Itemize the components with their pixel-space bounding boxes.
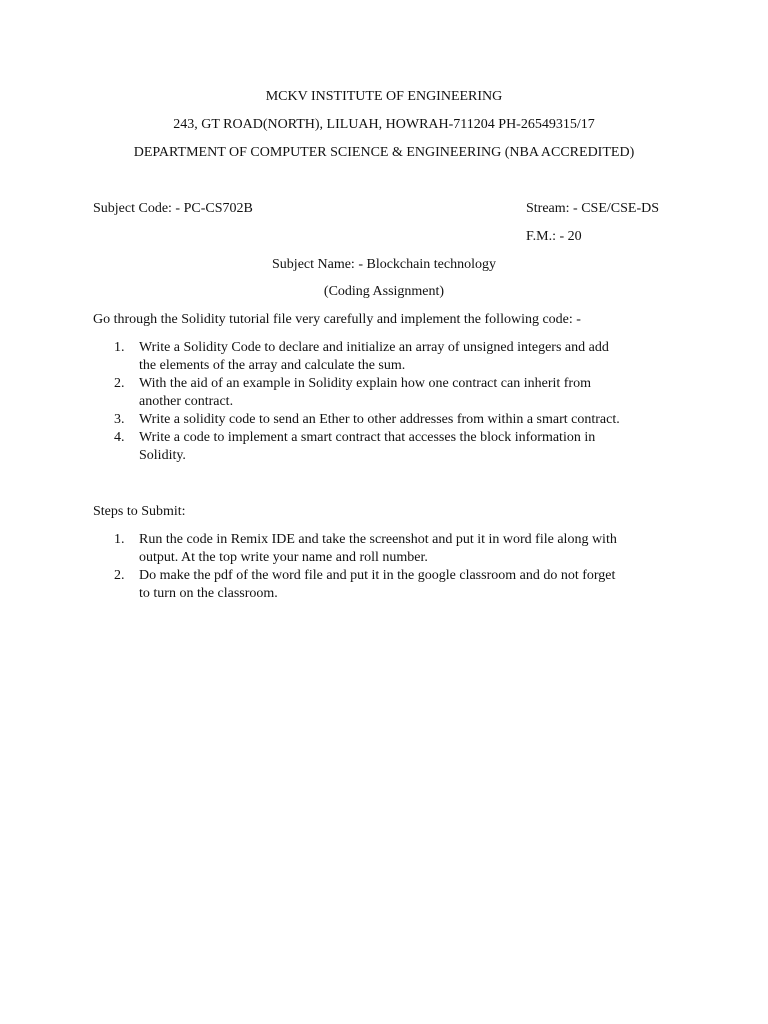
list-item [93, 531, 683, 567]
list-item [93, 411, 683, 429]
list-item-number: 1. [114, 532, 125, 547]
list-item-line: With the aid of an example in Solidity explain how one contract can inherit from [139, 376, 591, 391]
list-item-line: another contract. [139, 394, 234, 409]
full-marks: F.M.: - 20 [526, 229, 582, 244]
list-item-line: Solidity. [139, 448, 186, 463]
instructions-intro: Go through the Solidity tutorial file very carefully and implement the following code: - [93, 312, 581, 327]
institute-name: MCKV INSTITUTE OF ENGINEERING [265, 89, 503, 104]
submit-steps-list [93, 531, 683, 603]
list-item-line: Write a solidity code to send an Ether to other addresses from within a smart contract. [139, 412, 620, 427]
subject-name: Subject Name: - Blockchain technology [272, 257, 496, 272]
list-item [93, 429, 683, 465]
list-item-line: Do make the pdf of the word file and put it in the google classroom and do not forget [139, 568, 616, 583]
list-item [93, 567, 683, 603]
list-item-line: output. At the top write your name and roll number. [139, 550, 428, 565]
list-item-number: 2. [114, 568, 125, 583]
stream: Stream: - CSE/CSE-DS [526, 201, 660, 216]
list-item-line: Write a Solidity Code to declare and initialize an array of unsigned integers and add [139, 340, 609, 355]
list-item-number: 2. [114, 376, 125, 391]
list-item-number: 1. [114, 340, 125, 355]
submit-heading: Steps to Submit: [93, 504, 186, 519]
list-item-number: 4. [114, 430, 125, 445]
list-item-line: Run the code in Remix IDE and take the screenshot and put it in word file along with [139, 532, 617, 547]
department-name: DEPARTMENT OF COMPUTER SCIENCE & ENGINEERING (NBA ACCREDITED) [133, 145, 635, 160]
list-item-number: 3. [114, 412, 125, 427]
list-item [93, 339, 683, 375]
list-item-line: to turn on the classroom. [139, 586, 278, 601]
task-list [93, 339, 683, 465]
subject-code: Subject Code: - PC-CS702B [93, 201, 253, 216]
institute-address: 243, GT ROAD(NORTH), LILUAH, HOWRAH-711204 PH-26549315/17 [173, 117, 595, 132]
list-item-line: Write a code to implement a smart contract that accesses the block information in [139, 430, 596, 445]
assignment-type: (Coding Assignment) [323, 284, 445, 299]
list-item [93, 375, 683, 411]
list-item-line: the elements of the array and calculate the sum. [139, 358, 406, 373]
